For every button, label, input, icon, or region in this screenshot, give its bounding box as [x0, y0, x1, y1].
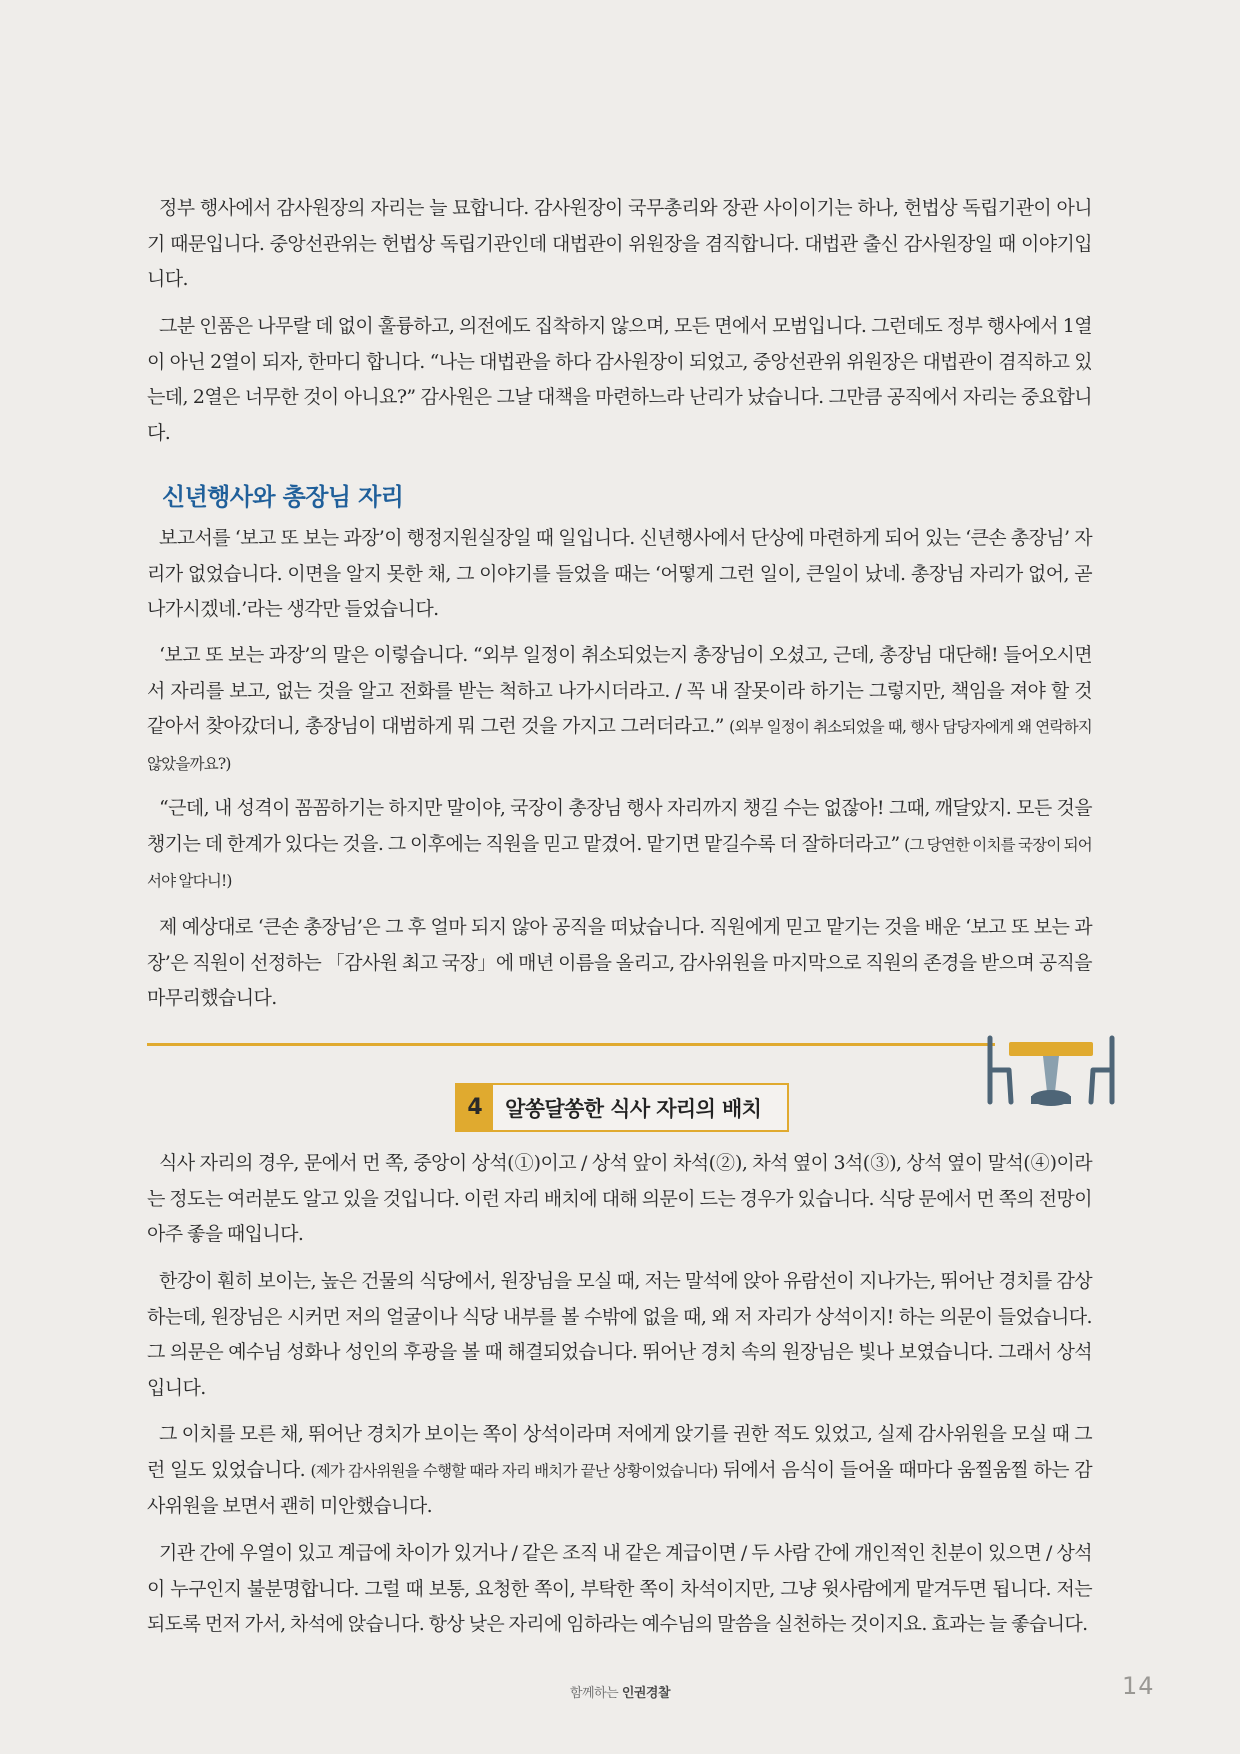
aside-note: (제가 감사위원을 수행할 때라 자리 배치가 끝난 상황이었습니다): [310, 1461, 718, 1480]
paragraph-section2-1: 식사 자리의 경우, 문에서 먼 쪽, 중앙이 상석(①)이고 / 상석 앞이 차석(②), 차석 옆이 3석(③), 상석 옆이 말석(④)이라는 정도는 여러분도 알고 있을 것입니다. 이런 자리 배치에 대해 의문이 드는 경우가 있습니다. 식당 문에서 먼 쪽의 전망이 아주 좋을 때입니다.: [147, 1152, 1092, 1245]
section-title-box: [455, 1083, 789, 1132]
paragraph-intro-1: 정부 행사에서 감사원장의 자리는 늘 묘합니다. 감사원장이 국무총리와 장관 사이이기는 하나, 헌법상 독립기관이 아니기 때문입니다. 중앙선관위는 헌법상 독립기관인데 대법관이 위원장을 겸직합니다. 대법관 출신 감사원장일 때 이야기입니다.: [147, 197, 1092, 290]
body-text: 그 이치를 모른 채, 뛰어난 경치가 보이는 쪽이 상석이라며 저에게 앉기를 권한 적도 있었고, 실제 감사위원을 모실 때 그런 일도 있었습니다.: [147, 1423, 1092, 1481]
divider-line: [147, 1043, 995, 1046]
footer-prefix: 함께하는: [569, 1686, 619, 1701]
quote-text: ‘보고 또 보는 과장’의 말은 이렇습니다. “외부 일정이 취소되었는지 총장님이 오셨고, 근데, 총장님 대단해! 들어오시면서 자리를 보고, 없는 것을 알고 전화를 받는 척하고 나가시더라고. / 꼭 내 잘못이라 하기는 그렇지만, 책임을 져야 할 것 같아서 찾아갔더니, 총장님이 대범하게 뭐 그런 것을 가지고 그러더라고.”: [147, 644, 1092, 737]
aside-note: (그 당연한 이치를 국장이 되어서야 알다니!): [147, 835, 1092, 890]
body-text: 뒤에서 음식이 들어올 때마다 움찔움찔 하는 감사위원을 보면서 괜히 미안했습니다.: [147, 1458, 1092, 1517]
paragraph-section1-1: 보고서를 ‘보고 또 보는 과장’이 행정지원실장일 때 일입니다. 신년행사에서 단상에 마련하게 되어 있는 ‘큰손 총장님’ 자리가 없었습니다. 이면을 알지 못한 채, 그 이야기를 들었을 때는 ‘어떻게 그런 일이, 큰일이 났네. 총장님 자리가 없어, 곧 나가시겠네.’라는 생각만 들었습니다.: [147, 527, 1092, 620]
paragraph-section2-3: [147, 1417, 1092, 1525]
footer-brand: [0, 1682, 1240, 1701]
paragraph-section2-4: 기관 간에 우열이 있고 계급에 차이가 있거나 / 같은 조직 내 같은 계급이면 / 두 사람 간에 개인적인 친분이 있으면 / 상석이 누구인지 불분명합니다. 그럴 때 보통, 요청한 쪽이, 부탁한 쪽이 차석이지만, 그냥 윗사람에게 맡겨두면 됩니다. 저는 되도록 먼저 가서, 차석에 앉습니다. 항상 낮은 자리에 임하라는 예수님의 말씀을 실천하는 것이지요. 효과는 늘 좋습니다.: [147, 1542, 1092, 1635]
paragraph-section1-4: 제 예상대로 ‘큰손 총장님’은 그 후 얼마 되지 않아 공직을 떠났습니다. 직원에게 믿고 맡기는 것을 배운 ‘보고 또 보는 과장’은 직원이 선정하는 「감사원 최고 국장」에 매년 이름을 올리고, 감사위원을 마지막으로 직원의 존경을 받으며 공직을 마무리했습니다.: [147, 916, 1092, 1009]
section-heading: 신년행사와 총장님 자리: [162, 483, 404, 511]
paragraph-section2-2: 한강이 훤히 보이는, 높은 건물의 식당에서, 원장님을 모실 때, 저는 말석에 앉아 유람선이 지나가는, 뛰어난 경치를 감상하는데, 원장님은 시커먼 저의 얼굴이나 식당 내부를 볼 수밖에 없을 때, 왜 저 자리가 상석이지! 하는 의문이 들었습니다. 그 의문은 예수님 성화나 성인의 후광을 볼 때 해결되었습니다. 뛰어난 경치 속의 원장님은 빛나 보였습니다. 그래서 상석입니다.: [147, 1270, 1092, 1399]
paragraph-section1-2: [147, 638, 1092, 782]
paragraph-section1-3: [147, 791, 1092, 900]
section-number: 4: [457, 1085, 493, 1130]
aside-note: (외부 일정이 취소되었을 때, 행사 담당자에게 왜 연락하지 않았을까요?): [147, 718, 1092, 773]
page-number: 14: [1122, 1672, 1155, 1700]
footer-brand-name: 인권경찰: [621, 1686, 671, 1701]
dining-table-chairs-icon: [985, 1032, 1117, 1108]
section-title: 알쏭달쏭한 식사 자리의 배치: [505, 1096, 762, 1121]
quote-text: “근데, 내 성격이 꼼꼼하기는 하지만 말이야, 국장이 총장님 행사 자리까지 챙길 수는 없잖아! 그때, 깨달았지. 모든 것을 챙기는 데 한계가 있다는 것을. 그 이후에는 직원을 믿고 맡겼어. 맡기면 맡길수록 더 잘하더라고”: [147, 797, 1092, 855]
paragraph-intro-2: 그분 인품은 나무랄 데 없이 훌륭하고, 의전에도 집착하지 않으며, 모든 면에서 모범입니다. 그런데도 정부 행사에서 1열이 아닌 2열이 되자, 한마디 합니다. “나는 대법관을 하다 감사원장이 되었고, 중앙선관위 위원장은 대법관이 겸직하고 있는데, 2열은 너무한 것이 아니요?” 감사원은 그날 대책을 마련하느라 난리가 났습니다. 그만큼 공직에서 자리는 중요합니다.: [147, 315, 1092, 444]
